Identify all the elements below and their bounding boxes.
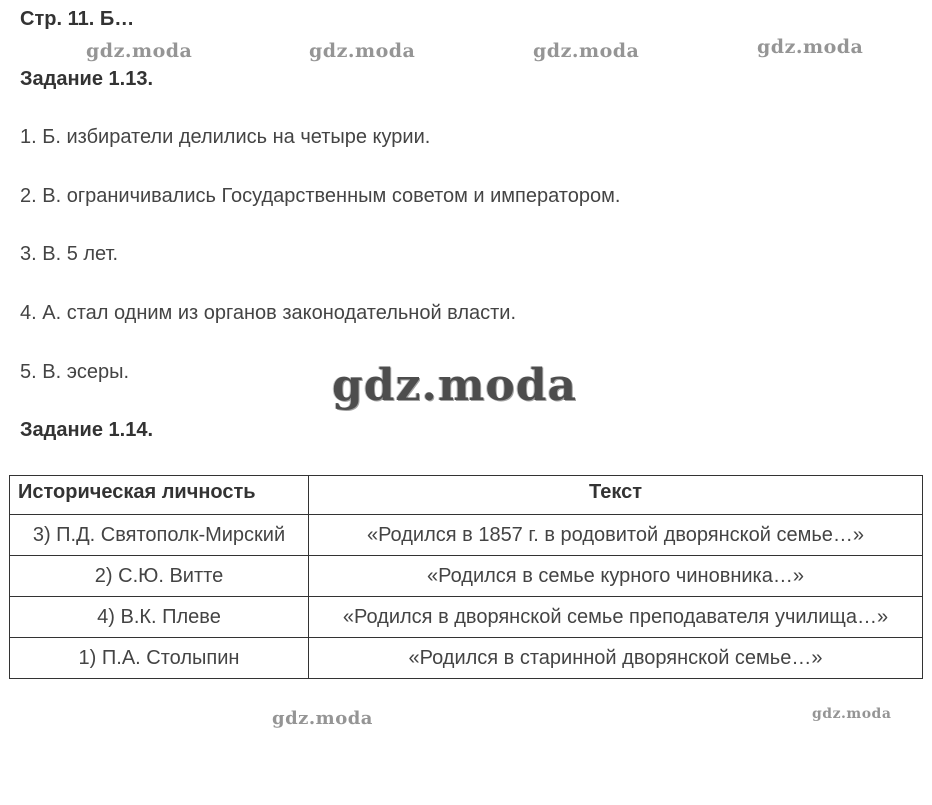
watermark: gdz.moda (309, 40, 416, 62)
task-1-13-title: Задание 1.13. (20, 68, 154, 90)
table-header-row (10, 476, 923, 515)
person-cell: 2) С.Ю. Витте (10, 556, 309, 597)
answer-item: 2. В. ограничивались Государственным советом и императором. (20, 185, 621, 207)
text-cell: «Родился в семье курного чиновника…» (309, 556, 923, 597)
answer-item: 5. В. эсеры. (20, 361, 130, 383)
table-row (10, 515, 923, 556)
text-cell: «Родился в 1857 г. в родовитой дворянской семье…» (309, 515, 923, 556)
answer-item: 4. А. стал одним из органов законодательной власти. (20, 302, 517, 324)
person-cell: 1) П.А. Столыпин (10, 638, 309, 679)
column-header-text: Текст (309, 476, 923, 515)
watermark: gdz.moda (533, 40, 640, 62)
table-row (10, 556, 923, 597)
column-header-person: Историческая личность (10, 476, 309, 515)
answers-table (9, 475, 923, 679)
person-cell: 4) В.К. Плеве (10, 597, 309, 638)
text-cell: «Родился в дворянской семье преподавателя училища…» (309, 597, 923, 638)
watermark: gdz.moda (757, 36, 864, 58)
watermark-large: gdz.moda (332, 360, 578, 411)
answer-item: 3. В. 5 лет. (20, 243, 118, 265)
watermark: gdz.moda (272, 708, 373, 729)
text-cell: «Родился в старинной дворянской семье…» (309, 638, 923, 679)
table-row (10, 597, 923, 638)
task-1-14-title: Задание 1.14. (20, 419, 154, 441)
table-row (10, 638, 923, 679)
watermark: gdz.moda (86, 40, 193, 62)
page-header: Стр. 11. Б… (20, 8, 135, 30)
answer-item: 1. Б. избиратели делились на четыре курии. (20, 126, 431, 148)
person-cell: 3) П.Д. Святополк-Мирский (10, 515, 309, 556)
watermark: gdz.moda (812, 706, 892, 722)
